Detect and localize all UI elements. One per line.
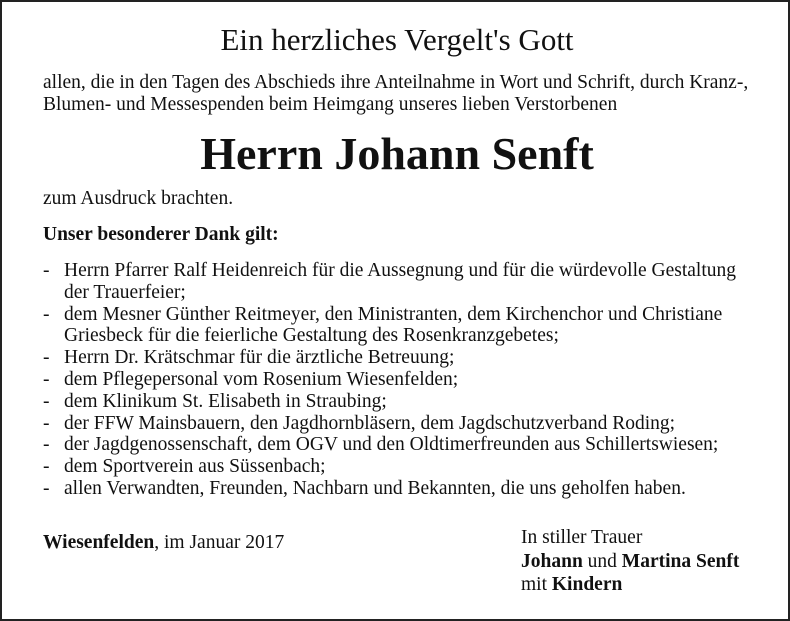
list-item-text: dem Sportverein aus Süssenbach;: [64, 456, 326, 478]
list-item: [43, 391, 763, 413]
signature-prefix: mit: [521, 574, 552, 595]
intro-text: allen, die in den Tagen des Abschieds ihre Anteilnahme in Wort und Schrift, durch Kranz-, Blumen- und Messespenden beim Heimgang unseres lieben Verstorbenen: [43, 72, 749, 115]
list-item: [43, 369, 763, 391]
list-marker: -: [43, 477, 50, 499]
thanks-heading: Unser besonderer Dank gilt:: [43, 224, 279, 245]
signature-line-2: [521, 550, 739, 574]
signature-name-3: Kindern: [551, 574, 623, 595]
list-item-text: allen Verwandten, Freunden, Nachbarn und Bekannten, die uns geholfen haben.: [64, 477, 686, 499]
list-item: [43, 413, 763, 435]
signature-line-1: In stiller Trauer: [521, 527, 643, 548]
signature-block: [521, 526, 739, 597]
signature-name-2: Martina Senft: [621, 550, 740, 572]
place-date: [43, 531, 284, 555]
signature-name-1: Johann: [521, 550, 583, 572]
date: , im Januar 2017: [154, 532, 285, 553]
list-marker: -: [43, 347, 50, 369]
list-marker: -: [43, 456, 50, 478]
list-item-text: Herrn Dr. Krätschmar für die ärztliche Betreuung;: [64, 347, 455, 369]
list-marker: -: [43, 412, 50, 434]
signature-connector: und: [582, 550, 622, 572]
list-marker: -: [43, 303, 50, 325]
list-item: [43, 478, 763, 500]
closing-text: zum Ausdruck brachten.: [43, 188, 234, 209]
notice-title: Ein herzliches Vergelt's Gott: [220, 22, 574, 57]
thanks-list: [43, 260, 763, 500]
list-item: [43, 434, 763, 456]
list-marker: -: [43, 260, 50, 281]
list-item: [43, 260, 763, 304]
list-marker: -: [43, 368, 50, 390]
deceased-name: Herrn Johann Senft: [200, 128, 594, 179]
list-marker: -: [43, 434, 50, 456]
list-item: [43, 456, 763, 478]
list-marker: -: [43, 390, 50, 412]
list-item: [43, 347, 763, 369]
list-item-text: der FFW Mainsbauern, den Jagdhornbläsern, dem Jagdschutzverband Roding;: [64, 412, 676, 434]
place: Wiesenfelden: [43, 532, 155, 553]
signature-line-3: [521, 573, 739, 597]
list-item-text: Herrn Pfarrer Ralf Heidenreich für die Aussegnung und für die würdevolle Gestaltung der Trauerfeier;: [64, 260, 736, 303]
list-item-text: dem Klinikum St. Elisabeth in Straubing;: [64, 390, 387, 412]
list-item-text: dem Mesner Günther Reitmeyer, den Ministranten, dem Kirchenchor und Christiane Griesbeck für die feierliche Gestaltung des Rosenkranzgebetes;: [64, 303, 723, 347]
list-item: [43, 304, 763, 348]
list-item-text: der Jagdgenossenschaft, dem OGV und den Oldtimerfreunden aus Schillertswiesen;: [64, 434, 719, 456]
list-item-text: dem Pflegepersonal vom Rosenium Wiesenfelden;: [64, 368, 459, 390]
